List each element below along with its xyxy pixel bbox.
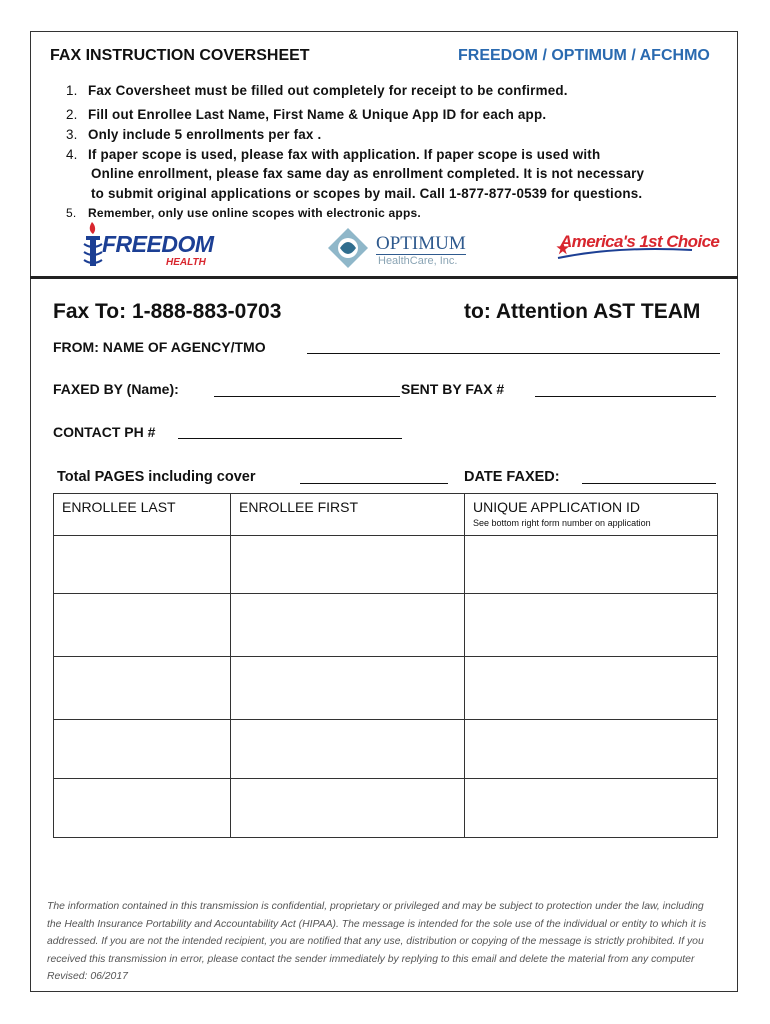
table-row: [54, 594, 718, 657]
enrollee-first-cell[interactable]: [231, 536, 465, 594]
enrollee-first-cell[interactable]: [231, 657, 465, 720]
instruction-1: 1. Fax Coversheet must be filled out completely for receipt to be confirmed.: [66, 83, 568, 98]
header-divider: [30, 276, 738, 279]
from-agency-label: FROM: NAME OF AGENCY/TMO: [53, 339, 266, 355]
unique-app-id-cell[interactable]: [465, 720, 718, 779]
enrollee-first-cell[interactable]: [231, 594, 465, 657]
instruction-5: 5. Remember, only use online scopes with electronic apps.: [66, 206, 421, 220]
optimum-logo-subtext: HealthCare, Inc.: [378, 255, 458, 267]
enrollee-last-cell[interactable]: [54, 779, 231, 838]
freedom-health-logo: [80, 220, 220, 272]
attention-line: to: Attention AST TEAM: [464, 300, 701, 323]
total-pages-label: Total PAGES including cover: [57, 469, 256, 485]
faxed-by-field[interactable]: [214, 379, 400, 397]
date-faxed-label: DATE FAXED:: [464, 469, 560, 485]
from-agency-field[interactable]: [307, 336, 720, 354]
enrollee-last-cell[interactable]: [54, 657, 231, 720]
page-title: FAX INSTRUCTION COVERSHEET: [50, 47, 310, 64]
table-row: [54, 536, 718, 594]
sent-by-fax-label: SENT BY FAX #: [401, 381, 505, 397]
freedom-logo-text: FREEDOM: [102, 231, 214, 257]
unique-app-id-note: See bottom right form number on application: [473, 518, 651, 528]
enrollee-first-cell[interactable]: [231, 779, 465, 838]
table-row: [54, 720, 718, 779]
contact-phone-label: CONTACT PH #: [53, 424, 156, 440]
fax-to-number: Fax To: 1-888-883-0703: [53, 300, 282, 323]
table-row: [54, 779, 718, 838]
enrollee-first-cell[interactable]: [231, 720, 465, 779]
unique-app-id-cell[interactable]: [465, 657, 718, 720]
enrollee-last-cell[interactable]: [54, 594, 231, 657]
plans-heading: FREEDOM / OPTIMUM / AFCHMO: [458, 47, 710, 64]
enrollee-last-cell[interactable]: [54, 720, 231, 779]
unique-app-id-cell[interactable]: [465, 536, 718, 594]
table-row: [54, 657, 718, 720]
table-header-row: [54, 494, 718, 536]
column-header-unique-app-id: [465, 494, 718, 536]
enrollee-last-cell[interactable]: [54, 536, 231, 594]
instruction-4: 4. If paper scope is used, please fax with application. If paper scope is used with: [66, 147, 601, 162]
enrollee-table: [53, 493, 718, 838]
instruction-2: 2. Fill out Enrollee Last Name, First Name & Unique App ID for each app.: [66, 107, 547, 122]
unique-app-id-cell[interactable]: [465, 594, 718, 657]
optimum-logo-text: OPTIMUM: [376, 233, 466, 254]
instruction-4-line-2: Online enrollment, please fax same day as enrollment completed. It is not necessary: [91, 166, 645, 181]
instruction-4-line-3: to submit original applications or scopes by mail. Call 1-877-877-0539 for questions.: [91, 186, 643, 201]
date-faxed-field[interactable]: [582, 466, 716, 484]
contact-phone-field[interactable]: [178, 421, 402, 439]
unique-app-id-cell[interactable]: [465, 779, 718, 838]
column-header-enrollee-first: ENROLLEE FIRST: [231, 494, 465, 536]
optimum-healthcare-logo: [326, 226, 476, 270]
logo-swoosh-icon: [556, 228, 696, 266]
column-header-enrollee-last: ENROLLEE LAST: [54, 494, 231, 536]
americas-logo-text: America's 1st Choice: [560, 232, 720, 251]
sent-by-fax-field[interactable]: [535, 379, 716, 397]
americas-first-choice-logo: [556, 228, 720, 266]
health-logo-text: HEALTH: [166, 257, 206, 268]
confidentiality-notice: The information contained in this transmission is confidential, proprietary or privileged and may be subject to protection under the law, including the Health Insurance Portability and Accountability Act (HIPAA). The message is intended for the sole use of the individual or entity to which it is addressed. If you are not the intended recipient, you are notified that any use, distribution or copying of the message is strictly prohibited. If you received this transmission in error, please contact the sender immediately by replying to this email and delete the material from any computer Revised: 06/2017: [47, 901, 707, 982]
total-pages-field[interactable]: [300, 466, 448, 484]
unique-app-id-label: UNIQUE APPLICATION ID: [473, 499, 640, 515]
optimum-emblem-icon: [326, 226, 370, 270]
instruction-3: 3. Only include 5 enrollments per fax .: [66, 127, 322, 142]
faxed-by-label: FAXED BY (Name):: [53, 381, 179, 397]
